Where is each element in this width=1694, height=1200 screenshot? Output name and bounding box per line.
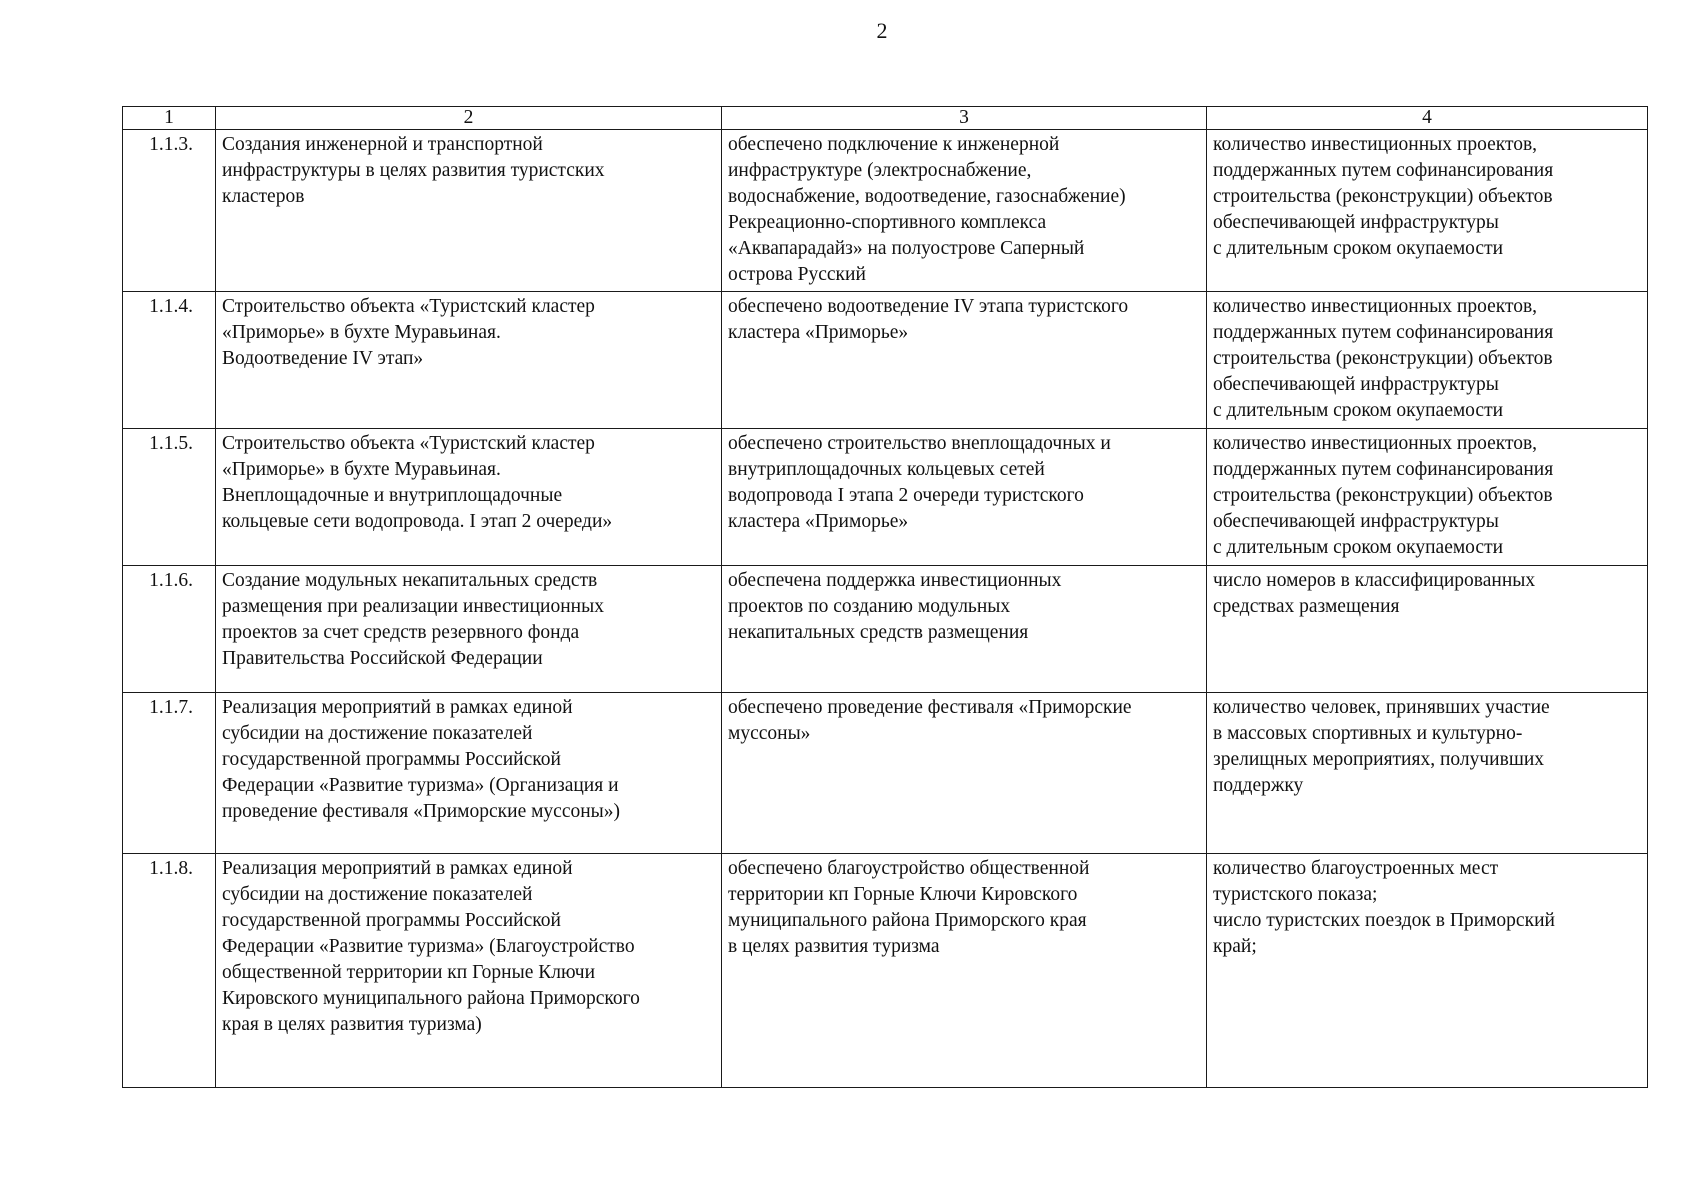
- table-header-row: [123, 107, 1648, 130]
- result-cell: [722, 429, 1207, 566]
- measure-text: Реализация мероприятий в рамках единой субсидии на достижение показателей государственной программы Российской Федерации «Развитие туризма» (Благоустройство общественной территории кп Горные Ключи Кировского муниципального района Приморского края в целях развития туризма): [222, 858, 640, 1035]
- result-cell: [722, 566, 1207, 693]
- measure-text: Создание модульных некапитальных средств размещения при реализации инвестиционных проектов за счет средств резервного фонда Правительства Российской Федерации: [222, 570, 604, 669]
- measure-cell: [216, 693, 722, 854]
- table-row: [123, 429, 1648, 566]
- measure-text: Реализация мероприятий в рамках единой субсидии на достижение показателей государственной программы Российской Федерации «Развитие туризма» (Организация и проведение фестиваля «Приморские муссоны»): [222, 697, 621, 822]
- column-header-4: 4: [1207, 107, 1648, 130]
- indicator-cell: [1207, 566, 1648, 693]
- column-header-1: 1: [123, 107, 216, 130]
- result-cell: [722, 130, 1207, 292]
- table-row: [123, 693, 1648, 854]
- table-row: [123, 854, 1648, 1088]
- measure-cell: [216, 429, 722, 566]
- result-text: обеспечено проведение фестиваля «Приморские муссоны»: [728, 697, 1132, 744]
- measure-cell: [216, 130, 722, 292]
- result-cell: [722, 693, 1207, 854]
- result-text: обеспечено строительство внеплощадочных и внутриплощадочных кольцевых сетей водопровода I этапа 2 очереди туристского кластера «Приморье»: [728, 433, 1111, 532]
- column-header-3: 3: [722, 107, 1207, 130]
- result-text: обеспечено подключение к инженерной инфраструктуре (электроснабжение, водоснабжение, водоотведение, газоснабжение) Рекреационно-спортивного комплекса «Аквапарадайз» на полуострове Саперный острова Русский: [728, 134, 1126, 285]
- measure-text: Создания инженерной и транспортной инфраструктуры в целях развития туристских кластеров: [222, 134, 605, 207]
- column-header-2: 2: [216, 107, 722, 130]
- table-row: [123, 566, 1648, 693]
- row-number: 1.1.7.: [123, 693, 216, 854]
- result-text: обеспечено благоустройство общественной территории кп Горные Ключи Кировского муниципального района Приморского края в целях развития туризма: [728, 858, 1090, 957]
- row-number: 1.1.8.: [123, 854, 216, 1088]
- result-text: обеспечена поддержка инвестиционных проектов по созданию модульных некапитальных средств размещения: [728, 570, 1062, 643]
- measure-cell: [216, 292, 722, 429]
- row-number: 1.1.5.: [123, 429, 216, 566]
- indicator-cell: [1207, 854, 1648, 1088]
- result-text: обеспечено водоотведение IV этапа туристского кластера «Приморье»: [728, 296, 1129, 343]
- page-number: 2: [876, 18, 888, 43]
- indicator-cell: [1207, 429, 1648, 566]
- indicator-cell: [1207, 130, 1648, 292]
- table-row: [123, 130, 1648, 292]
- measures-table: [122, 106, 1648, 1088]
- indicator-text: число номеров в классифицированных средствах размещения: [1213, 570, 1536, 617]
- indicator-cell: [1207, 693, 1648, 854]
- measure-text: Строительство объекта «Туристский кластер «Приморье» в бухте Муравьиная. Водоотведение IV этап»: [222, 296, 595, 369]
- row-number: 1.1.3.: [123, 130, 216, 292]
- row-number: 1.1.4.: [123, 292, 216, 429]
- result-cell: [722, 854, 1207, 1088]
- measure-cell: [216, 854, 722, 1088]
- table-row: [123, 292, 1648, 429]
- indicator-text: количество инвестиционных проектов, поддержанных путем софинансирования строительства (реконструкции) объектов обеспечивающей инфраструктуры с длительным сроком окупаемости: [1213, 433, 1554, 558]
- measure-text: Строительство объекта «Туристский кластер «Приморье» в бухте Муравьиная. Внеплощадочные и внутриплощадочные кольцевые сети водопровода. I этап 2 очереди»: [222, 433, 613, 532]
- result-cell: [722, 292, 1207, 429]
- measure-cell: [216, 566, 722, 693]
- indicator-cell: [1207, 292, 1648, 429]
- row-number: 1.1.6.: [123, 566, 216, 693]
- indicator-text: количество человек, принявших участие в массовых спортивных и культурно- зрелищных мероприятиях, получивших поддержку: [1213, 697, 1550, 796]
- indicator-text: количество благоустроенных мест туристского показа; число туристских поездок в Приморский край;: [1213, 858, 1555, 957]
- indicator-text: количество инвестиционных проектов, поддержанных путем софинансирования строительства (реконструкции) объектов обеспечивающей инфраструктуры с длительным сроком окупаемости: [1213, 296, 1554, 421]
- indicator-text: количество инвестиционных проектов, поддержанных путем софинансирования строительства (реконструкции) объектов обеспечивающей инфраструктуры с длительным сроком окупаемости: [1213, 134, 1554, 259]
